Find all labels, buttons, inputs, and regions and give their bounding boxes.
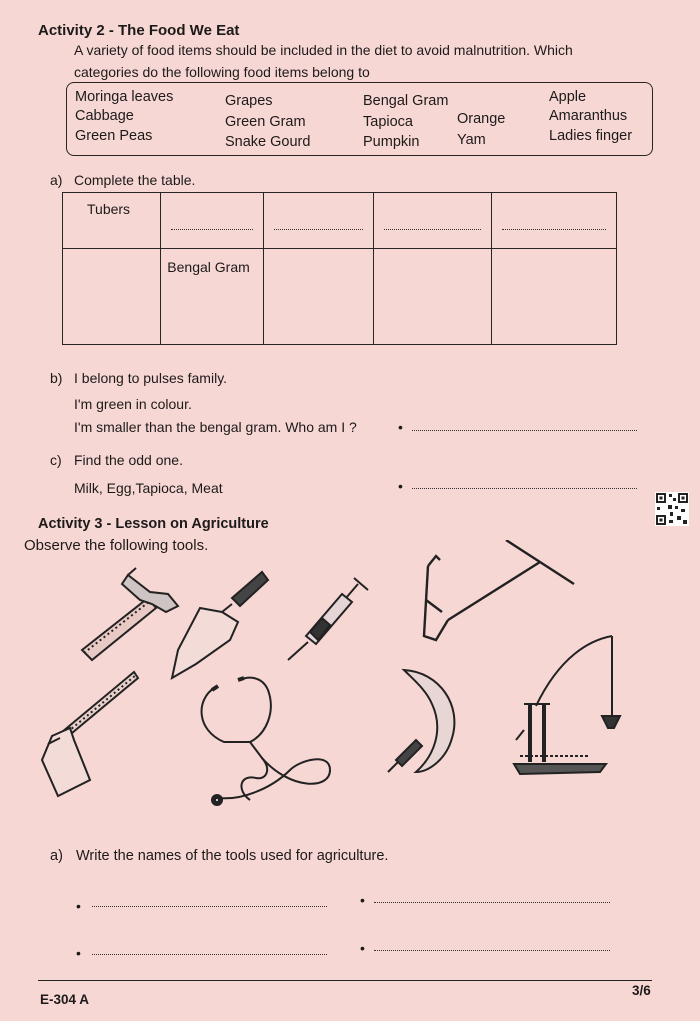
part-a-text: Complete the table. — [74, 172, 196, 188]
answer-bullet-4: • — [360, 940, 365, 956]
syringe-icon — [288, 578, 368, 660]
word-grapes: Grapes — [225, 93, 273, 109]
footer-divider — [38, 980, 652, 981]
answer-bullet-1: • — [76, 898, 81, 914]
hoe-icon — [42, 672, 138, 796]
part-b-answer-line[interactable] — [412, 430, 637, 431]
part-b-line2: I'm green in colour. — [74, 396, 192, 412]
answer-line-1[interactable] — [92, 906, 327, 907]
table-cell-r2c2[interactable] — [161, 249, 263, 345]
part-c-label: c) — [50, 452, 62, 468]
word-apple: Apple — [549, 89, 587, 105]
table-cell-bengal-gram: Bengal Gram — [167, 259, 250, 275]
plough-icon — [424, 540, 574, 640]
word-snake-gourd: Snake Gourd — [225, 134, 311, 150]
table-cell-r2c5[interactable] — [491, 249, 616, 345]
word-green-gram: Green Gram — [225, 114, 306, 130]
stethoscope-icon — [202, 678, 330, 805]
table-cell-r2c3[interactable] — [263, 249, 373, 345]
word-pumpkin: Pumpkin — [363, 134, 420, 150]
table-header-tubers: Tubers — [87, 201, 131, 217]
trowel-icon — [172, 572, 268, 678]
word-amaranthus: Amaranthus — [549, 108, 628, 124]
tools-illustration — [0, 540, 700, 820]
word-cabbage: Cabbage — [75, 108, 134, 124]
activity3-title: Activity 3 - Lesson on Agriculture — [38, 516, 269, 532]
qr-code-icon — [655, 492, 689, 526]
part-b-label: b) — [50, 370, 63, 386]
part-b-line3: I'm smaller than the bengal gram. Who am I ? — [74, 419, 357, 435]
word-orange: Orange — [457, 111, 506, 127]
part-c-answer-line[interactable] — [412, 488, 637, 489]
table-cell-r2c1[interactable] — [63, 249, 161, 345]
food-word-box — [66, 82, 653, 156]
answer-bullet-2: • — [360, 892, 365, 908]
activity2-intro-line1: A variety of food items should be included in the diet to avoid malnutrition. Which — [74, 42, 573, 58]
word-ladies-finger: Ladies finger — [549, 128, 633, 144]
table-header-blank-1[interactable] — [161, 193, 263, 249]
food-category-table — [62, 192, 617, 345]
part-c-bullet: • — [398, 478, 403, 494]
word-moringa: Moringa leaves — [75, 89, 174, 105]
activity3-part-a-label: a) — [50, 848, 63, 864]
activity3-part-a-text: Write the names of the tools used for agriculture. — [76, 848, 389, 864]
part-c-line2: Milk, Egg,Tapioca, Meat — [74, 480, 223, 496]
footer-page-number: 3/6 — [632, 983, 651, 998]
word-yam: Yam — [457, 132, 486, 148]
part-a-label: a) — [50, 172, 63, 188]
table-header-blank-4[interactable] — [491, 193, 616, 249]
answer-line-4[interactable] — [374, 950, 610, 951]
part-b-bullet: • — [398, 419, 403, 435]
activity2-title: Activity 2 - The Food We Eat — [38, 22, 240, 39]
answer-line-2[interactable] — [374, 902, 610, 903]
footer-code: E-304 A — [40, 992, 90, 1007]
word-green-peas: Green Peas — [75, 128, 153, 144]
table-cell-tubers[interactable] — [63, 193, 161, 249]
activity2-intro-line2: categories do the following food items belong to — [74, 64, 370, 80]
table-header-blank-3[interactable] — [373, 193, 491, 249]
answer-line-3[interactable] — [92, 954, 327, 955]
hammer-icon — [82, 568, 178, 660]
word-bengal-gram: Bengal Gram — [363, 93, 449, 109]
word-tapioca: Tapioca — [363, 114, 413, 130]
table-cell-r2c4[interactable] — [373, 249, 491, 345]
activity3-subtitle: Observe the following tools. — [24, 537, 209, 554]
part-b-line1: I belong to pulses family. — [74, 370, 228, 386]
answer-bullet-3: • — [76, 945, 81, 961]
sickle-icon — [388, 670, 454, 772]
water-lift-icon — [514, 636, 620, 774]
part-c-line1: Find the odd one. — [74, 452, 183, 468]
table-header-blank-2[interactable] — [263, 193, 373, 249]
